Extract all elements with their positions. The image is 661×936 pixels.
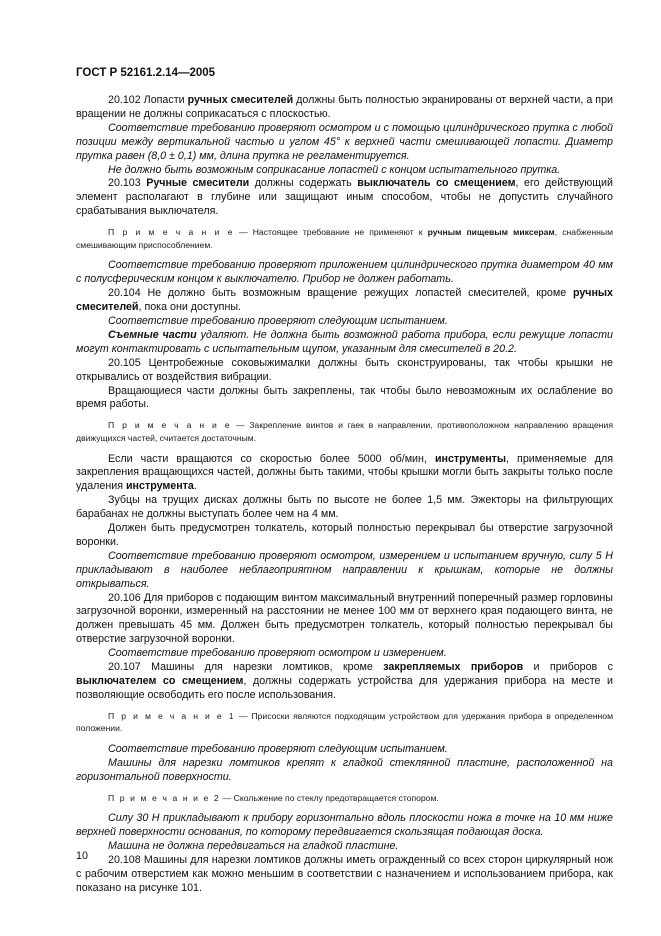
text-run: Силу 30 Н прикладывают к прибору горизонтально вдоль плоскости ножа в точке на 10 мм ниже верхней поверхности основания, по которому передвигается скользящая подающая доска. xyxy=(76,812,613,839)
bold-term: инструмента xyxy=(125,480,194,493)
bold-term: инструменты xyxy=(434,452,507,465)
text-run: 20.103 xyxy=(108,177,147,190)
bold-term: Съемные части xyxy=(108,328,197,341)
bold-term: ручным пищевым миксерам xyxy=(427,227,555,238)
text-run: 20.108 Машины для нарезки ломтиков должны иметь огражденный со всех сторон циркулярный нож с рабочим отверстием как можно меньшим в соответствии с назначением и использованием прибора, как показано на рисунке 101. xyxy=(76,854,613,894)
text-run: . xyxy=(193,480,197,493)
body-paragraph xyxy=(76,287,613,315)
body-paragraph xyxy=(76,592,613,648)
text-run: Соответствие требованию проверяют следующим испытанием. xyxy=(108,743,448,755)
text-run: удаляют. Не должна быть возможной работа прибора, если режущие лопасти могут контактировать с испытательным щупом, указанным для смесителей в 20.2. xyxy=(76,328,613,355)
text-run: и приборов с xyxy=(523,661,613,674)
body-paragraph xyxy=(76,329,613,357)
note-label: П р и м е ч а н и е xyxy=(108,420,232,431)
text-run: Соответствие требованию проверяют приложением цилиндрического прутка диаметром 40 мм с полусферическим концом к выключателю. Прибор не должен работать. xyxy=(76,259,613,286)
note-paragraph xyxy=(76,226,613,251)
body-paragraph xyxy=(76,315,613,329)
text-run: Соответствие требованию проверяют следующим испытанием. xyxy=(108,314,448,327)
bold-term: выключателем со смещением xyxy=(76,675,244,687)
text-run: Должен быть предусмотрен толкатель, который полностью перекрывал бы отверстие загрузочной воронки. xyxy=(76,522,613,548)
text-run: , его действующий элемент располагают в глубине или защищают иным способом, чтобы не допустить случайного срабатывания выключателя. xyxy=(76,177,613,218)
body-paragraph xyxy=(76,357,613,385)
body-paragraph xyxy=(76,757,613,785)
bold-term: ручных смесителей xyxy=(76,287,613,314)
text-run: Вращающиеся части должны быть закреплены, так чтобы было невозможным их ослабление во время работы. xyxy=(76,384,613,411)
body-paragraph xyxy=(76,661,613,703)
text-run: — Настоящее требование не применяют к xyxy=(234,227,428,238)
document-header: ГОСТ Р 52161.2.14—2005 xyxy=(76,67,216,79)
body-paragraph xyxy=(76,522,613,550)
text-run: 20.105 Центробежные соковыжималки должны быть сконструированы, так чтобы крышки не открывались от воздействия вибрации. xyxy=(76,356,613,383)
text-run: Соответствие требованию проверяют осмотром и с помощью цилиндрического прутка с любой позиции между вертикальной частью и углом 45° к верхней части смешивающей лопасти. Диаметр прутка равен (8,0 ± 0,1) мм, длина прутка не регламентируется. xyxy=(76,121,613,162)
text-run: должны содержать xyxy=(249,177,358,190)
body-paragraph xyxy=(76,164,613,178)
note-label: П р и м е ч а н и е 1 xyxy=(108,710,236,721)
text-run: — Закрепление винтов и гаек в направлении, противоположном направлению вращения движущихся частей, считается достаточным. xyxy=(76,420,613,443)
text-run: , снабженным смешивающим приспособлением. xyxy=(76,227,614,250)
body-paragraph xyxy=(76,854,613,896)
document-body xyxy=(76,94,613,896)
note-label: П р и м е ч а н и е xyxy=(108,227,234,238)
text-run: Соответствие требованию проверяют осмотром, измерением и испытанием вручную, силу 5 Н прикладывают в наиболее неблагоприятном направлении к крышкам, которые не должны открываться. xyxy=(76,549,613,590)
text-run: 20.104 Не должно быть возможным вращение режущих лопастей смесителей, кроме xyxy=(108,287,573,300)
note-paragraph xyxy=(76,419,613,444)
body-paragraph xyxy=(76,647,613,661)
text-run: Не должно быть возможным соприкасание лопастей с концом испытательного прутка. xyxy=(108,163,561,176)
text-run: Машины для нарезки ломтиков крепят к гладкой стеклянной пластине, расположенной на горизонтальной поверхности. xyxy=(76,756,613,783)
text-run: Зубцы на трущих дисках должны быть по высоте не более 1,5 мм. Эжекторы на фильтрующих барабанах не должны выступать более чем на 4 мм. xyxy=(76,494,613,521)
bold-term: закрепляемых приборов xyxy=(383,661,524,674)
body-paragraph xyxy=(76,385,613,413)
text-run: , должны содержать устройства для удержания прибора на месте и позволяющие освободить его после использования. xyxy=(76,675,613,701)
text-run: Соответствие требованию проверяют осмотром и измерением. xyxy=(108,647,447,660)
page-number: 10 xyxy=(76,850,88,862)
body-paragraph xyxy=(76,840,613,854)
text-run: 20.102 Лопасти xyxy=(108,94,188,106)
note-paragraph xyxy=(76,710,613,735)
text-run: 20.106 Для приборов с подающим винтом максимальный внутренний поперечный размер горловины загрузочной воронки, измеренный на расстоянии не менее 100 мм от верхнего края подающего винта, не должен превышать 45 мм. Должен быть предусмотрен толкатель, который полностью перекрывал бы отверстие загрузочной воронки. xyxy=(76,591,613,646)
bold-term: Ручные смесители xyxy=(146,177,250,190)
note-paragraph xyxy=(76,792,613,805)
text-run: Машина не должна передвигаться на гладкой пластине. xyxy=(108,840,399,853)
body-paragraph xyxy=(76,122,613,164)
body-paragraph xyxy=(76,177,613,219)
text-run: — Присоски являются подходящим устройством для удержания прибора в определенном положении. xyxy=(76,710,613,734)
body-paragraph xyxy=(76,259,613,287)
bold-term: ручных смесителей xyxy=(187,94,294,106)
body-paragraph xyxy=(76,743,613,757)
bold-term: выключатель со смещением xyxy=(357,177,516,190)
note-label: П р и м е ч а н и е 2 xyxy=(108,792,221,803)
text-run: должны быть полностью экранированы от верхней части, а при вращении не должны соприкасаться с плоскостью. xyxy=(76,94,614,120)
body-paragraph xyxy=(76,94,613,122)
text-run: Если части вращаются со скоростью более 5000 об/мин, xyxy=(108,452,435,465)
body-paragraph xyxy=(76,453,613,495)
text-run: — Скольжение по стеклу предотвращается стопором. xyxy=(220,792,439,803)
text-run: 20.107 Машины для нарезки ломтиков, кроме xyxy=(108,661,384,674)
body-paragraph xyxy=(76,494,613,522)
text-run: , применяемые для закрепления вращающихся частей, должны быть такими, чтобы крышки могли быть закрыты только после удаления xyxy=(76,452,613,493)
body-paragraph xyxy=(76,812,613,840)
body-paragraph xyxy=(76,550,613,592)
text-run: , пока они доступны. xyxy=(138,301,242,314)
